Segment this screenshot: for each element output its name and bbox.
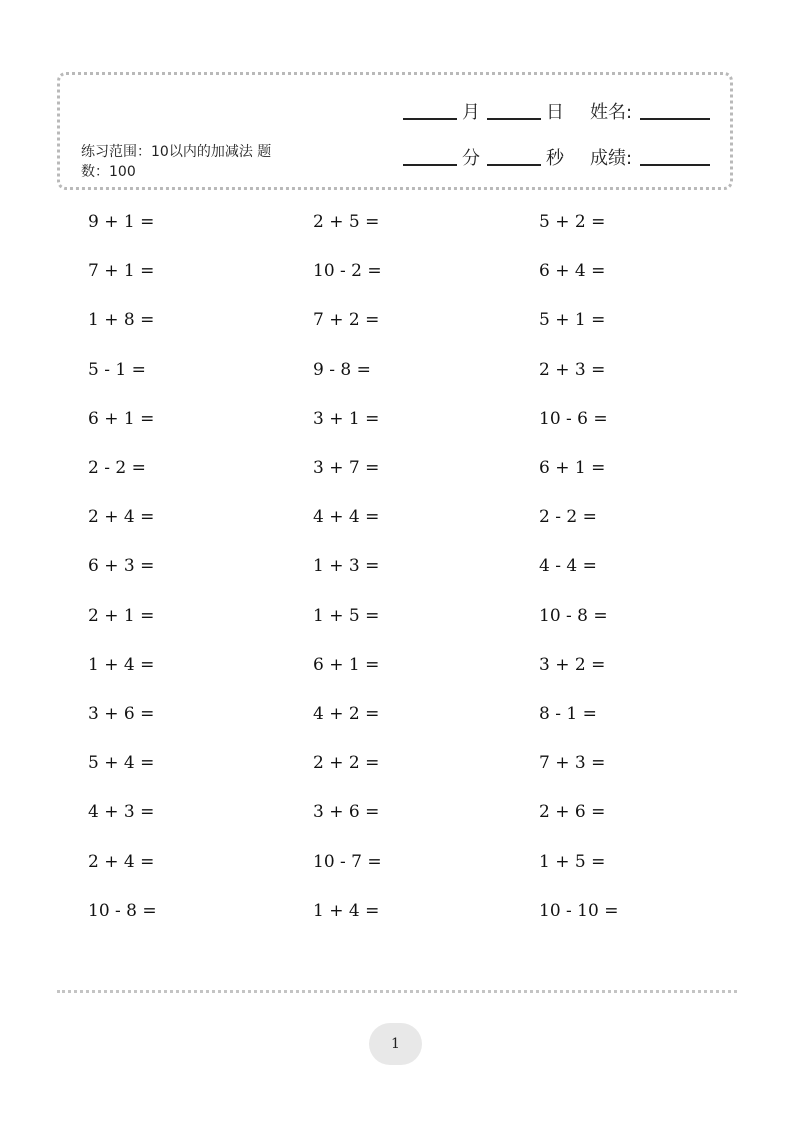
second-label: 秒	[546, 148, 564, 169]
name-blank[interactable]	[640, 118, 710, 120]
arithmetic-problem: 10 - 7 =	[313, 852, 382, 872]
arithmetic-problem: 3 + 1 =	[313, 409, 380, 429]
arithmetic-problem: 9 - 8 =	[313, 360, 371, 380]
arithmetic-problem: 10 - 6 =	[539, 409, 608, 429]
month-label: 月	[462, 102, 480, 123]
arithmetic-problem: 2 + 4 =	[88, 507, 155, 527]
minute-blank[interactable]	[403, 164, 457, 166]
arithmetic-problem: 4 + 2 =	[313, 704, 380, 724]
name-label: 姓名:	[590, 102, 633, 123]
arithmetic-problem: 2 + 4 =	[88, 852, 155, 872]
arithmetic-problem: 2 + 5 =	[313, 212, 380, 232]
arithmetic-problem: 6 + 1 =	[88, 409, 155, 429]
footer-divider	[57, 990, 737, 993]
arithmetic-problem: 9 + 1 =	[88, 212, 155, 232]
arithmetic-problem: 5 + 1 =	[539, 310, 606, 330]
arithmetic-problem: 1 + 4 =	[313, 901, 380, 921]
score-blank[interactable]	[640, 164, 710, 166]
arithmetic-problem: 6 + 3 =	[88, 556, 155, 576]
arithmetic-problem: 3 + 6 =	[313, 802, 380, 822]
arithmetic-problem: 2 - 2 =	[539, 507, 597, 527]
score-label: 成绩:	[590, 148, 633, 169]
arithmetic-problem: 1 + 3 =	[313, 556, 380, 576]
arithmetic-problem: 5 + 4 =	[88, 753, 155, 773]
arithmetic-problem: 2 + 6 =	[539, 802, 606, 822]
arithmetic-problem: 10 - 10 =	[539, 901, 619, 921]
arithmetic-problem: 7 + 1 =	[88, 261, 155, 281]
arithmetic-problem: 10 - 2 =	[313, 261, 382, 281]
arithmetic-problem: 1 + 4 =	[88, 655, 155, 675]
second-blank[interactable]	[487, 164, 541, 166]
arithmetic-problem: 6 + 1 =	[313, 655, 380, 675]
arithmetic-problem: 3 + 7 =	[313, 458, 380, 478]
arithmetic-problem: 4 + 4 =	[313, 507, 380, 527]
arithmetic-problem: 5 + 2 =	[539, 212, 606, 232]
arithmetic-problem: 2 - 2 =	[88, 458, 146, 478]
minute-label: 分	[462, 148, 480, 169]
arithmetic-problem: 10 - 8 =	[539, 606, 608, 626]
arithmetic-problem: 6 + 4 =	[539, 261, 606, 281]
arithmetic-problem: 3 + 6 =	[88, 704, 155, 724]
scope-line-2: 数：100	[81, 164, 136, 180]
month-blank[interactable]	[403, 118, 457, 120]
worksheet-header	[57, 72, 733, 190]
arithmetic-problem: 1 + 8 =	[88, 310, 155, 330]
arithmetic-problem: 6 + 1 =	[539, 458, 606, 478]
page-number: 1	[369, 1023, 422, 1065]
arithmetic-problem: 1 + 5 =	[539, 852, 606, 872]
arithmetic-problem: 1 + 5 =	[313, 606, 380, 626]
day-label: 日	[546, 102, 564, 123]
arithmetic-problem: 4 + 3 =	[88, 802, 155, 822]
arithmetic-problem: 4 - 4 =	[539, 556, 597, 576]
arithmetic-problem: 8 - 1 =	[539, 704, 597, 724]
arithmetic-problem: 3 + 2 =	[539, 655, 606, 675]
arithmetic-problem: 2 + 2 =	[313, 753, 380, 773]
arithmetic-problem: 5 - 1 =	[88, 360, 146, 380]
arithmetic-problem: 2 + 3 =	[539, 360, 606, 380]
scope-line-1: 练习范围：10以内的加减法 题	[81, 144, 272, 160]
arithmetic-problem: 7 + 2 =	[313, 310, 380, 330]
arithmetic-problem: 2 + 1 =	[88, 606, 155, 626]
practice-scope	[81, 142, 311, 182]
day-blank[interactable]	[487, 118, 541, 120]
arithmetic-problem: 10 - 8 =	[88, 901, 157, 921]
arithmetic-problem: 7 + 3 =	[539, 753, 606, 773]
